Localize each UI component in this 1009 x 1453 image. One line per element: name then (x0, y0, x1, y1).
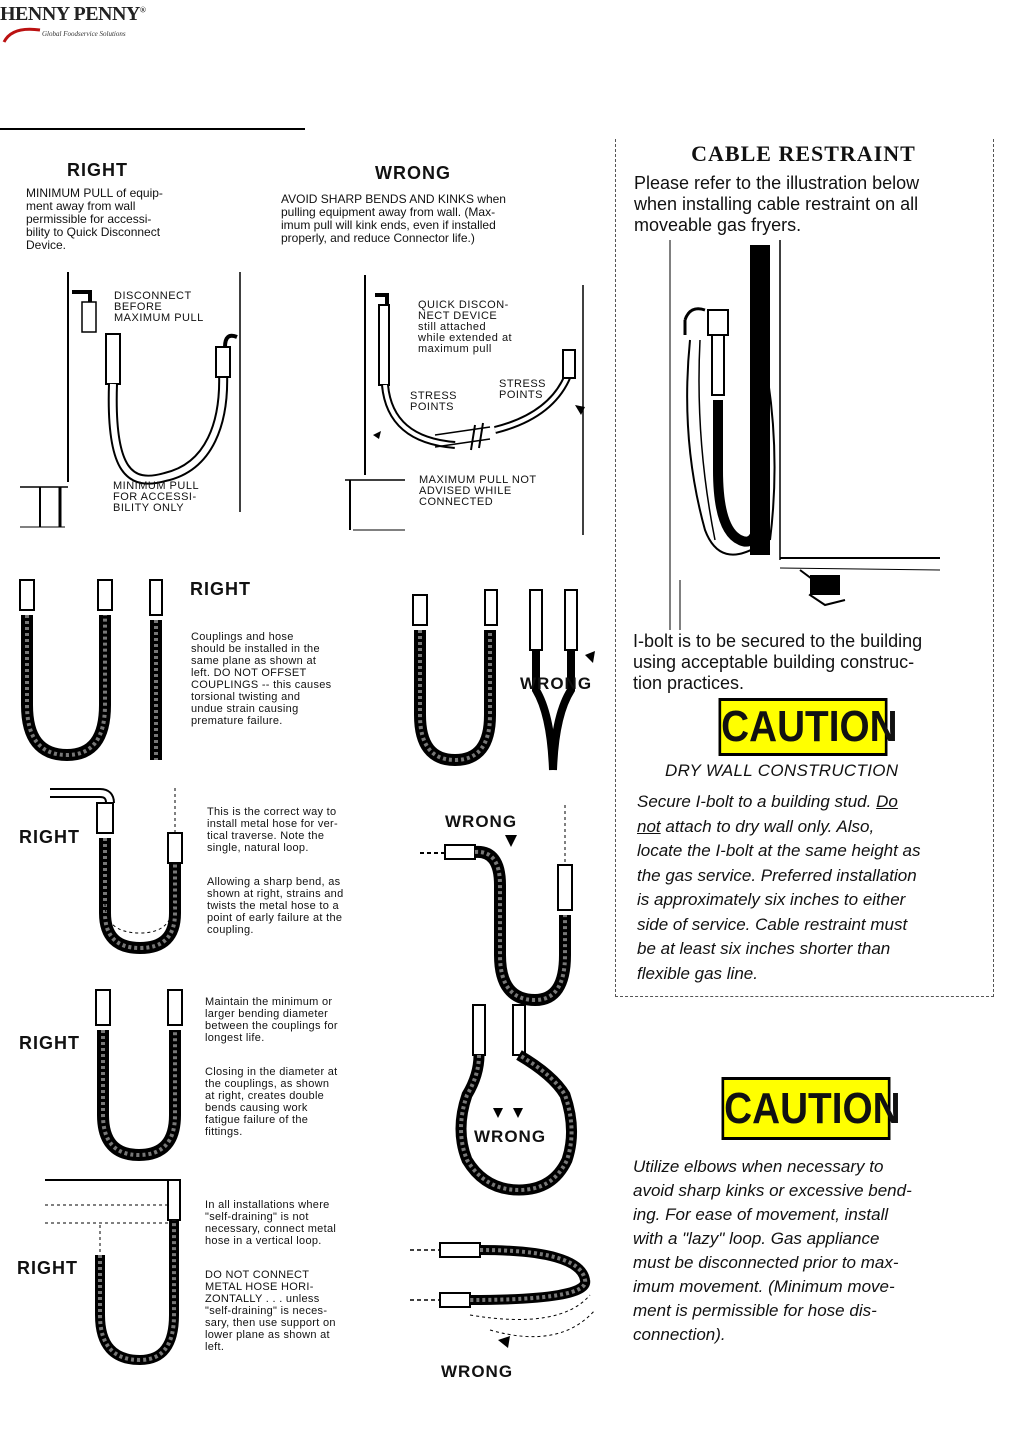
row3-text-b: Closing in the diameter at the couplings, as shown at right, creates double bends causing work fatigue failure of the fittings. (205, 1066, 338, 1138)
label-stress-left: STRESS POINTS (410, 390, 458, 413)
top-wrong-text: AVOID SHARP BENDS AND KINKS when pulling equipment away from wall. (Max- imum pull will kink ends, even if installed properly, and reduce Connector life.) (281, 192, 506, 245)
row2-right-label: RIGHT (19, 827, 80, 847)
logo-tagline: Global Foodservice Solutions (42, 30, 126, 38)
row2-wrong-hose (415, 805, 600, 1010)
row1-right-hoses (10, 575, 180, 765)
row2-text-a: This is the correct way to install metal hose for ver- tical traverse. Note the single, natural loop. (207, 806, 338, 854)
row3-wrong-hose (455, 1000, 585, 1200)
row4-right-label: RIGHT (17, 1258, 78, 1278)
top-right-text: MINIMUM PULL of equip- ment away from wall permissible for accessi- bility to Quick Disconnect Device. (26, 186, 163, 252)
caution-label-2: CAUTION (722, 1077, 891, 1140)
row1-wrong-label: WRONG (520, 674, 593, 693)
row2-wrong-label: WRONG (445, 812, 518, 831)
ibolt-text: I-bolt is to be secured to the building using acceptable building construc- tion practices. (633, 631, 923, 693)
row3-right-label: RIGHT (19, 1033, 80, 1053)
top-wrong-heading: WRONG (375, 163, 451, 183)
row4-right-hose (40, 1175, 200, 1375)
row2-right-hose (45, 783, 200, 963)
row4-wrong-label: WRONG (441, 1362, 514, 1381)
row4-wrong-hose (410, 1235, 605, 1365)
row3-wrong-label: WRONG (474, 1127, 547, 1146)
row3-right-hose (88, 985, 198, 1165)
row4-text-a: In all installations where "self-draining" is not necessary, connect metal hose in a vertical loop. (205, 1199, 337, 1247)
row3-text-a: Maintain the minimum or larger bending diameter between the couplings for longest life. (205, 996, 338, 1044)
label-maximum-pull: MAXIMUM PULL NOT ADVISED WHILE CONNECTED (419, 474, 537, 508)
row1-text: Couplings and hose should be installed in the same plane as shown at left. DO NOT OFFSET COUPLINGS -- this causes torsional twisting and undue strain causing premature failure. (191, 631, 332, 727)
label-disconnect: DISCONNECT BEFORE MAXIMUM PULL (114, 290, 204, 324)
row1-right-label: RIGHT (190, 579, 251, 599)
label-minimum-pull: MINIMUM PULL FOR ACCESSI- BILITY ONLY (113, 480, 200, 514)
logo-swoosh-icon (2, 22, 42, 44)
brand-logo: HENNY PENNY® (0, 3, 146, 25)
caution2-text: Utilize elbows when necessary to avoid sharp kinks or excessive bend- ing. For ease of movement, install with a "lazy" loop. Gas appliance must be disconnected prior to max- imum movement. (Minimum move- ment is permissible for hose dis- connection). (633, 1157, 912, 1344)
label-quick-disconnect: QUICK DISCON- NECT DEVICE still attached while extended at maximum pull (418, 299, 513, 355)
dry-wall-heading: DRY WALL CONSTRUCTION (665, 761, 899, 780)
cable-restraint-illustration (660, 240, 960, 630)
caution-label-1: CAUTION (719, 698, 888, 756)
header-rule (0, 128, 305, 130)
row4-text-b: DO NOT CONNECT METAL HOSE HORI- ZONTALLY . . . unless "self-draining" is neces- sary, then use support on lower plane as shown at left. (205, 1269, 336, 1353)
label-stress-right: STRESS POINTS (499, 378, 547, 401)
cable-restraint-title: CABLE RESTRAINT (691, 141, 916, 166)
dry-wall-warning: Secure I-bolt to a building stud. Do not attach to dry wall only. Also, locate the I-bolt at the same height as the gas service. Preferred installation is approximately six inches to either side of service. Cable restraint must be at least six inches shorter than flexible gas line. (637, 792, 921, 983)
cable-restraint-intro: Please refer to the illustration below when installing cable restraint on all moveable gas fryers. (634, 173, 920, 235)
row2-text-b: Allowing a sharp bend, as shown at right, strains and twists the metal hose to a point of early failure at the coupling. (207, 876, 344, 936)
top-right-heading: RIGHT (67, 160, 128, 180)
